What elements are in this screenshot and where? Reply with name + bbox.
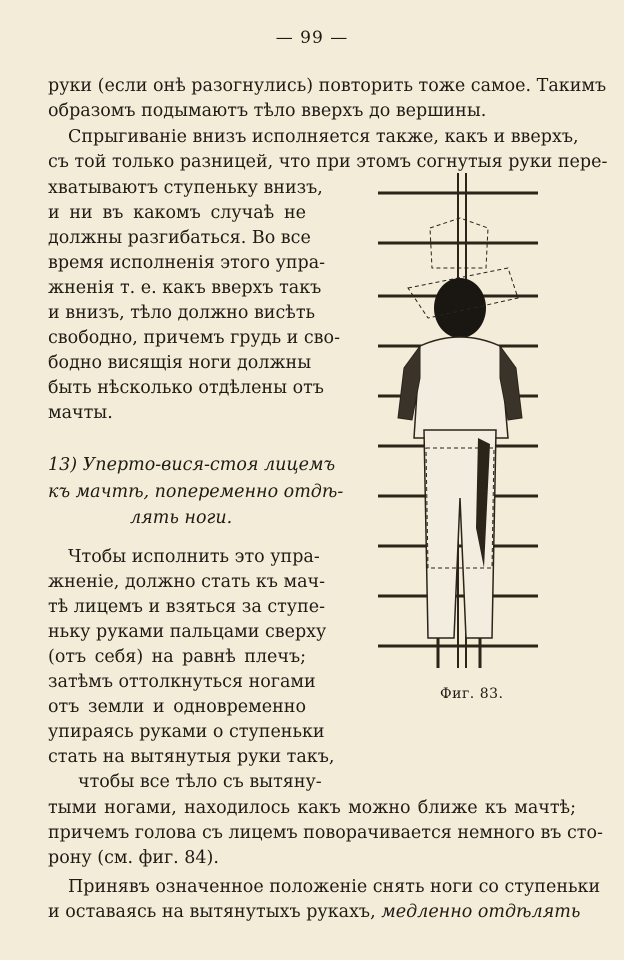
page-number: — 99 —: [275, 28, 349, 48]
text-line: (отъ себя) на равнѣ плечъ;: [48, 647, 306, 667]
gymnast-figure: [398, 218, 522, 668]
section-heading-line: къ мачтѣ, попеременно отдѣ-: [48, 482, 344, 502]
text-line: [48, 900, 581, 924]
text-line: упираясь руками о ступеньки: [48, 722, 325, 742]
figure-caption: Фиг. 83.: [440, 686, 504, 702]
head: [434, 278, 486, 338]
text-line: рону (см. фиг. 84).: [48, 848, 219, 868]
text-line: ньку руками пальцами сверху: [48, 622, 327, 642]
text-line: жненія т. е. какъ вверхъ такъ: [48, 278, 322, 298]
text-line: тѣ лицемъ и взяться за ступе-: [48, 597, 326, 617]
text-line: свободно, причемъ грудь и сво-: [48, 328, 340, 348]
text-line: стать на вытянутыя руки такъ,: [48, 747, 335, 767]
text-line: чтобы все тѣло съ вытяну-: [78, 772, 322, 792]
text-line: время исполненія этого упра-: [48, 253, 326, 273]
text-line: руки (если онѣ разогнулись) повторить тоже самое. Такимъ: [48, 76, 607, 96]
shirt: [414, 337, 508, 438]
text-line: Чтобы исполнить это упра-: [68, 547, 320, 567]
text-line: затѣмъ оттолкнуться ногами: [48, 672, 316, 692]
text-line: причемъ голова съ лицемъ поворачивается немного въ сто-: [48, 823, 603, 843]
text-line: Принявъ означенное положеніе снять ноги со ступеньки: [68, 877, 601, 897]
text-line: тыми ногами, находилось какъ можно ближе къ мачтѣ;: [48, 798, 576, 818]
text-line: образомъ подымаютъ тѣло вверхъ до вершины.: [48, 101, 487, 121]
text-line: бодно висящія ноги должны: [48, 353, 312, 373]
section-heading-line: лять ноги.: [130, 508, 233, 528]
italic-text-span: медленно отдѣлять: [381, 902, 581, 922]
text-line: съ той только разницей, что при этомъ согнутыя руки пере-: [48, 152, 608, 172]
text-line: и ни въ какомъ случаѣ не: [48, 203, 306, 223]
text-span: и оставаясь на вытянутыхъ рукахъ,: [48, 902, 376, 922]
text-line: отъ земли и одновременно: [48, 697, 306, 717]
figure-83-illustration: [368, 168, 548, 698]
text-line: быть нѣсколько отдѣлены отъ: [48, 378, 324, 398]
text-line: хватываютъ ступеньку внизъ,: [48, 178, 323, 198]
text-line: жненіе, должно стать къ мач-: [48, 572, 326, 592]
text-line: Спрыгиваніе внизъ исполняется также, какъ и вверхъ,: [68, 127, 579, 147]
text-line: мачты.: [48, 403, 113, 423]
section-heading-line: 13) Уперто-вися-стоя лицемъ: [48, 455, 336, 475]
text-line: и внизъ, тѣло должно висѣть: [48, 303, 316, 323]
text-line: должны разгибаться. Во все: [48, 228, 311, 248]
